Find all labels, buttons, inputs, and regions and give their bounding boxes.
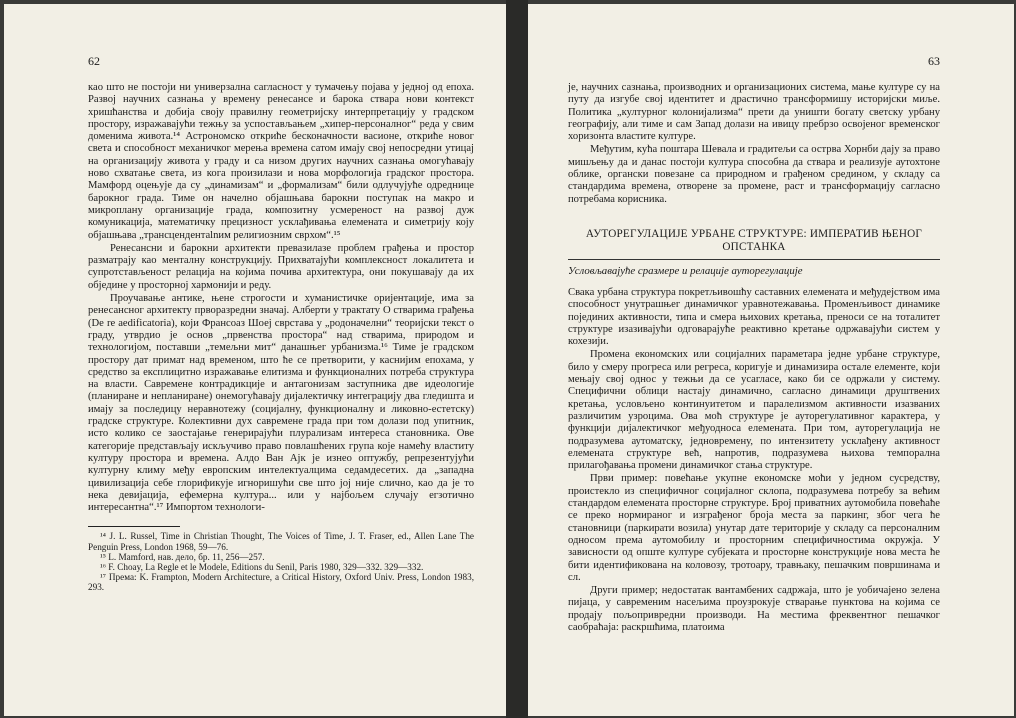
section-heading: АУТОРЕГУЛАЦИЈЕ УРБАНЕ СТРУКТУРЕ: ИМПЕРАТИВ ЊЕНОГ ОПСТАНКА: [585, 227, 923, 253]
body-paragraph: Свака урбана структура покретљивошћу саставних елемената и међудејством има способност унутрашњег динамичког уравнотежавања. Променљивост динамике појединих активности, типа и смера њихових кретања, преноси се на тоталитет структуре изазивајући одговарајуће реактивно кретање одржавајући систем у кохезији.: [568, 286, 940, 348]
footnote: ¹⁴ J. L. Russel, Time in Christian Thought, The Voices of Time, J. T. Fraser, ed., Allen Lane The Penguin Press, London 1968, 59—76.: [88, 531, 474, 552]
footnote: ¹⁷ Према: K. Frampton, Modern Architecture, a Critical History, Oxford Univ. Press, London 1983, 293.: [88, 572, 474, 593]
footnote: ¹⁵ L. Mamford, нав. дело, бр. 11, 256—257.: [100, 551, 265, 562]
page-number: 63: [928, 54, 940, 68]
footnote-divider: [88, 526, 180, 527]
body-paragraph: Промена економских или социјалних параметара једне урбане структуре, било у смеру прогреса или регреса, коригује и динамизира остале елементе, који мењају свој однос у тежњи да се усагласе, како би се одржали у систему. Специфични облици настају динамично, сагласно динамици друштвених кретања, условљено континуитетом и паралелизмом активности изазваних различитим узроцима. Ова моћ структуре је ауторегулативног карактера, у функцији дијалектичког међуодноса елемената. При том, ауторегулација не подразумева аутоматску, једновремену, по интензитету усклађену активност елемената структуре већ, напротив, подразумева њихова темпорална прилагођавања промени динамичког стања структуре.: [568, 349, 940, 472]
heading-divider: [568, 259, 940, 260]
page-number: 62: [88, 54, 100, 68]
body-paragraph: Ренесансни и барокни архитекти превазилазе проблем грађења и простор разматрају као менталну конструкцију. Прихватајући комплексност локалитета и супротстављеност релација на којима почива архитектура, они покушавају да их обједине у просторној хармонији и реду.: [88, 242, 474, 291]
body-paragraph: Међутим, кућа поштара Шевала и градитељи са острва Хорнби дају за право мишљењу да и данас постоји култура способна да ствара и реализује аутохтоне облике, органски повезане са природном и грађеном срединoм, у складу са стандардима времена, отворене за промене, раст и трансформацију сагласно потребама корисника.: [568, 144, 940, 205]
body-paragraph: је, научних сазнања, производних и организационих система, мање културе су на путу да изгубе свој идентитет и драстично трансформишу историјски миље. Политика „културног колонијализма“ прети да уништи богату светску урбану географију, али тиме и сам Запад долази на ивицу пребрзо освојеног временског хоризонта властите културе.: [568, 82, 940, 143]
section-subheading: Условљавајуће сразмере и релације ауторегулације: [568, 264, 803, 277]
body-paragraph: као што не постоји ни универзална сагласност у тумачењу појава у једној од епоха. Развој научних сазнања у времену ренесансе и барока ствара нови контекст хришћанства и добија своју правилну геометријску интерпретацију у градском простору, изражавајући тежњу за успостављањем „хипер-персоналног“ реда у свим доменима живота.¹⁴ Астрономско откриће бесконачности васионе, откриће новог света и способност механичког мерења времена сатом имају свој непосредни утицај на организацију живота у граду и са низом других научних сазнања омогућавају ново схватање света, из кога произилази и нова морфологија градског простора. Мамфорд оцењује да су „динамизам“ и „формализам“ били одлучујуће одреднице барокног града. Тиме он начелно објашњава барокни поступак на макро и микроплану организације града, композитну усмереност на развој дуж комуникација, математичку прецизност усклађивања елемената и симетрију коју објашњава „трансцендентаlnим религиозним сврхом“.¹⁵: [88, 82, 474, 241]
book-gutter: [506, 0, 528, 718]
body-paragraph: Први пример: повећање укупне економске моћи у једном сусредству, проистекло из специфичног социјалног склопа, подразумева потребу за већим стандардом елемената просторне структуре. Број приватних аутомобила повећаће се преко нормираног и изграђеног броја места за паркинг, због чега ће становници (паркирати возила) унутар дате територије у складу са персоналним односом према аутомобилу и просторним специфичностима окружја. У зависности од опште културе субјеката и просторне конструкције нова места ће бити идентификована на коловозу, тротоару, травњаку, пешачким површинама и сл.: [568, 473, 940, 583]
footnote: ¹⁶ F. Choay, La Regle et le Modele, Editions du Senil, Paris 1980, 329—332. 329—332.: [100, 562, 424, 572]
body-paragraph: Проучавање антике, њене строгости и хуманистичке оријентације, има за ренесансног архитекту прворазредни значај. Алберти у трактату О стварима грађења (De re aedificatoria), који Франсоаз Шоеј сврстава у „родоначелни“ теоријски текст о граду, утврдио је основ „првенства простора“ над стварима, природом и технологијом, поставши „темељни мит“ данашњег урбанизма.¹⁶ Тиме је градском простору дат примат над временом, што ће се претворити, у каснијим епохама, у средство за експлицитно изражавање елитизма и функционалних потреба структура на власти. Савремене контрадикције и антагонизам заступника две идеологије (планиране и непланиране) онемогућавају дијалектичку интеграцију два гледишта и имају за последицу неравнотежу (социјалну, функционалну и ликовно-естетску) градске структуре. Колективни дух савремене града при том долази под упитник, исто колико се заостајање генерирајући плурализам интереса становника. Ове категорије представљају искључиво право повлашћених група које намећу властиту културу простора и времена. Алдо Ван Ајк је изнео оптужбу, репрезентујући културну климу међу европским интелектуалцима седамдесетих. да „западна цивилизација себе глорификује игноришући све што јој није слично, као да је то нека девијација, ефемерна култура... или у најбољем случају егзотично интересантна“.¹⁷ Импортом технологи-: [88, 293, 474, 514]
left-page: [4, 4, 506, 716]
right-page: [528, 4, 1014, 716]
body-paragraph: Други пример; недостатак вантамбених садржаја, што је уобичајено зелена пијаца, у савременим насељима проузрокује стварање пунктова на којима се продају пољопривредни производи. На местима фреквентног пешачког саобраћаја: раскршћима, платоима: [568, 585, 940, 633]
